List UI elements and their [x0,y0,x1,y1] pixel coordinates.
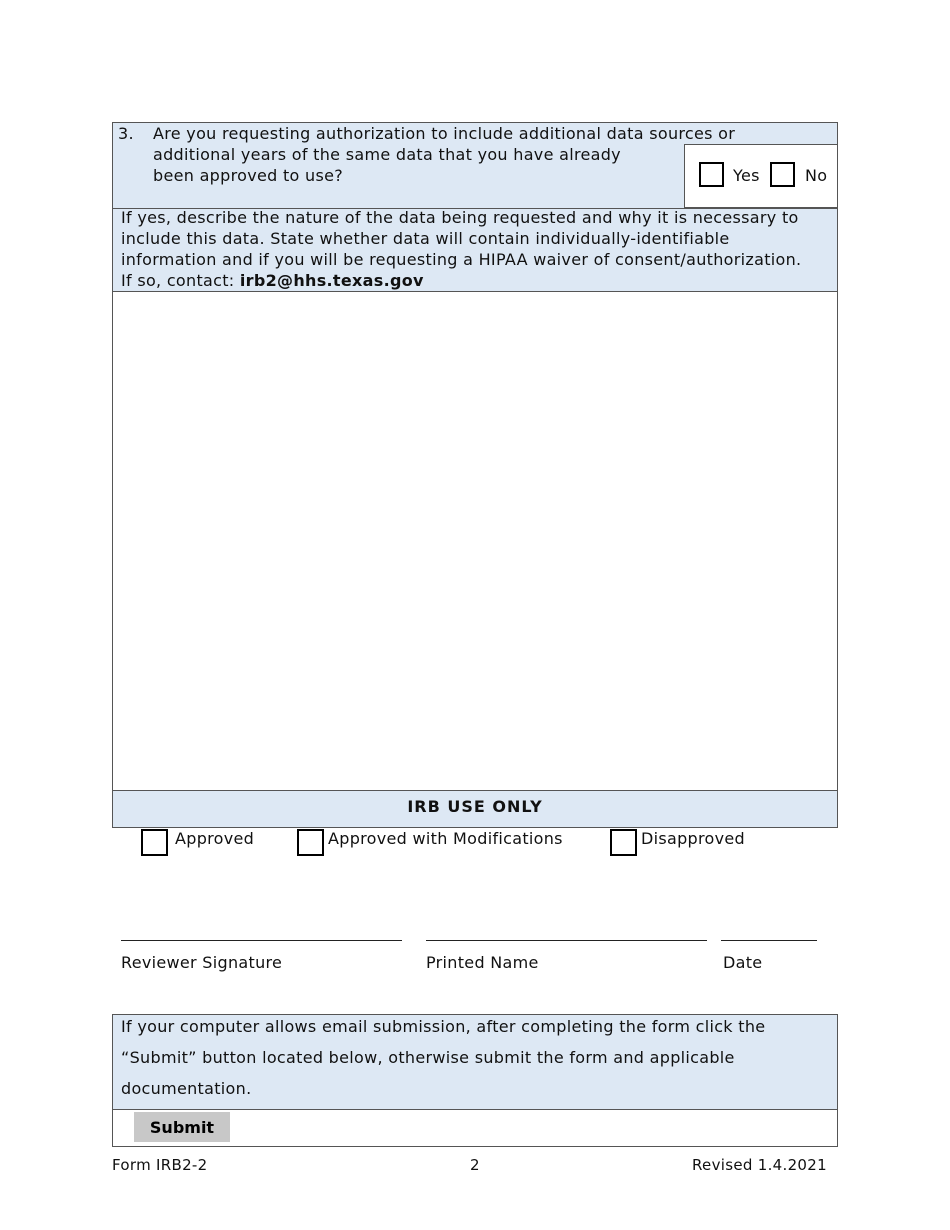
question-number: 3. [118,124,134,143]
question-text-line2: additional years of the same data that you have already [153,145,621,164]
submission-line3: documentation. [121,1079,252,1098]
approved-label: Approved [175,829,255,848]
submit-button[interactable]: Submit [134,1112,230,1142]
instructions-line1: If yes, describe the nature of the data being requested and why it is necessary to [121,208,799,227]
reviewer-signature-line[interactable] [121,940,402,941]
approved-with-modifications-checkbox[interactable] [297,829,324,856]
footer-revised-date: Revised 1.4.2021 [692,1156,827,1174]
question-text-line1: Are you requesting authorization to include additional data sources or [153,124,736,143]
instructions-line3: information and if you will be requesting a HIPAA waiver of consent/authorization. [121,250,802,269]
disapproved-label: Disapproved [641,829,746,848]
printed-name-label: Printed Name [426,953,539,972]
no-label: No [805,166,828,185]
footer-page-number: 2 [470,1156,480,1174]
yes-checkbox[interactable] [699,162,724,187]
yes-label: Yes [733,166,760,185]
submission-line2: “Submit” button located below, otherwise submit the form and applicable [121,1048,735,1067]
footer-form-id: Form IRB2-2 [112,1156,208,1174]
reviewer-signature-label: Reviewer Signature [121,953,283,972]
approved-with-modifications-label: Approved with Modifications [328,829,563,848]
date-label: Date [723,953,763,972]
no-checkbox[interactable] [770,162,795,187]
approved-checkbox[interactable] [141,829,168,856]
instructions-line2: include this data. State whether data will contain individually-identifiable [121,229,730,248]
question-text-line3: been approved to use? [153,166,344,185]
disapproved-checkbox[interactable] [610,829,637,856]
submission-line1: If your computer allows email submission, after completing the form click the [121,1017,766,1036]
printed-name-line[interactable] [426,940,707,941]
response-text-area[interactable] [112,291,838,791]
contact-email: irb2@hhs.texas.gov [239,271,424,290]
contact-prefix: If so, contact: [121,271,240,290]
irb-heading: IRB USE ONLY [407,797,543,816]
date-line[interactable] [721,940,817,941]
instructions-line4 [121,271,424,291]
